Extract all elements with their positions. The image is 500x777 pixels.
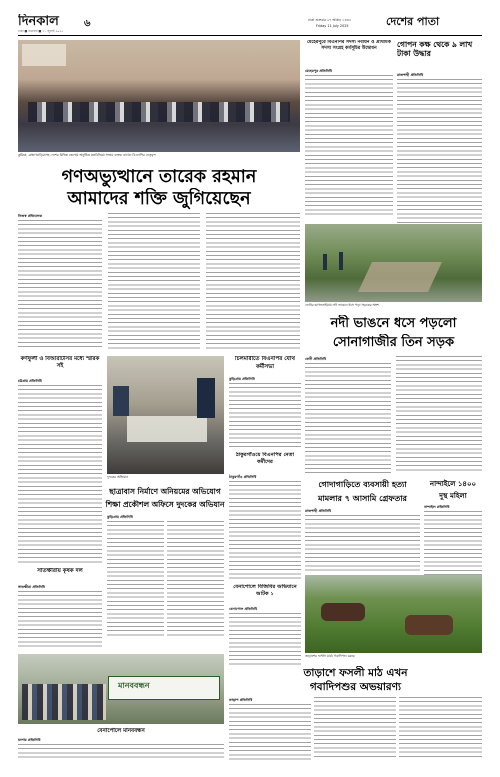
- story14-byline: সাতক্ষীরা প্রতিনিধি: [18, 585, 45, 589]
- story1-photo: [18, 40, 300, 152]
- story5-headline: কর্ণফুলী ও বিআরটিসির মধ্যে স্মারক সই: [20, 356, 100, 369]
- story5-byline: চট্টগ্রাম প্রতিনিধি: [18, 379, 42, 383]
- story11-byline: নান্দাইল প্রতিনিধি: [424, 505, 450, 509]
- story8-headline-1: ছাত্রাবাস নির্মাণে অনিয়মের অভিযোগ: [109, 487, 221, 496]
- story13-headline-2: গবাদিপশুর অভয়ারণ্য: [309, 681, 402, 693]
- story13-body-col3: [399, 697, 482, 760]
- story9-headline: বেনাপোলে বিজিবির অভিযানে আটক ১: [233, 584, 297, 597]
- story1-body-col2: [108, 213, 200, 350]
- story1-body-col1: [18, 220, 102, 350]
- story1-body-col3: [206, 213, 300, 350]
- masthead-rule: [18, 35, 482, 36]
- story14-body: [18, 591, 102, 649]
- story4-caption: ফেনীর ছাগলনাইয়ায় নদী ভাঙনে ধসে পড়া সড়কের অংশ: [305, 303, 379, 307]
- story4-headline-2: সোনাগাজীর তিন সড়ক: [332, 335, 455, 350]
- story5-body: [18, 385, 102, 565]
- story7-body: [229, 383, 301, 448]
- story4-byline: ফেনী প্রতিনিধি: [305, 357, 327, 361]
- story13-caption: তাড়াশের ফসলি মাঠে গবাদিপশু চরছে: [305, 654, 355, 658]
- story3-byline: রাজশাহী প্রতিনিধি: [397, 73, 424, 77]
- section-title: দেশের পাতা: [386, 15, 440, 28]
- story7-byline: কুড়িগ্রাম প্রতিনিধি: [229, 377, 255, 381]
- story1-byline: নিজস্ব প্রতিবেদক: [18, 214, 43, 218]
- story3-body: [397, 79, 482, 224]
- story6-byline: ঠাকুরগাঁও প্রতিনিধি: [229, 475, 257, 479]
- story6-body: [229, 481, 301, 581]
- masthead-tagline: ঢাকা ■ শুক্রবার ■ ১১ জুলাই ২০২৫: [18, 29, 64, 33]
- masthead: [18, 14, 482, 36]
- story4-body-col2: [396, 356, 482, 473]
- story13-headline-1: তাড়াশে ফসলী মাঠ এখন: [303, 667, 408, 679]
- story13-body-col1: [229, 704, 311, 760]
- story8-byline: কুড়িগ্রাম প্রতিনিধি: [107, 515, 133, 519]
- page-number: ৬: [84, 18, 91, 29]
- story4-headline-1: নদী ভাঙনে ধসে পড়লো: [330, 316, 457, 331]
- story6-headline: ঠাকুরগাঁওয়ে বিএনপির নেতা কর্মীদের: [235, 452, 295, 465]
- story10-headline-2: মামলার ৭ আসামি গ্রেফতার: [318, 494, 407, 503]
- date-en: Friday 11 July 2025: [316, 24, 349, 28]
- story12-body: [18, 744, 224, 760]
- story8-caption: দুদকের অভিযান: [107, 475, 129, 479]
- story8-body-col2: [167, 521, 224, 636]
- story14-headline: সাতক্ষীরায় কৃষক দল: [37, 568, 83, 574]
- story12-photo: [18, 654, 224, 724]
- story10-body: [305, 515, 420, 571]
- story1-headline-2: আমাদের শক্তি জুগিয়েছেন: [67, 189, 251, 209]
- story8-photo: [107, 356, 224, 474]
- story1-headline-1: গণঅভ্যুত্থানে তারেক রহমান: [61, 167, 257, 187]
- story12-banner-text: মানববন্ধন: [118, 681, 150, 690]
- story9-body: [229, 613, 301, 665]
- story11-headline-2: দুস্থ মহিলা: [439, 492, 467, 500]
- story11-headline-1: নান্দাইলে ১৪০০: [429, 480, 477, 488]
- story10-headline-1: গোদাগাড়িতে ব্যবসায়ী হত্যা: [318, 480, 407, 489]
- story3-headline: গোপন কক্ষ থেকে ৯ লাখ টাকা উদ্ধার: [397, 40, 473, 58]
- story12-byline: যশোর প্রতিনিধি: [18, 738, 41, 742]
- story2-headline: মেহেরপুরে বিএনপির সদস্য নবায়ন ও প্রাথমিক সদস্য সংগ্রহ কর্মসূচির উদ্বোধন: [307, 40, 391, 52]
- masthead-logo: দিনকাল: [18, 14, 59, 29]
- story12-headline: বেনাপোলে মানববন্ধন: [97, 728, 145, 734]
- story10-byline: রাজশাহী প্রতিনিধি: [305, 509, 332, 513]
- story8-body-col1: [107, 521, 164, 636]
- story2-byline: মেহেরপুর প্রতিনিধি: [305, 69, 333, 73]
- story13-body-col2: [314, 697, 396, 760]
- story2-body: [305, 75, 393, 215]
- story8-headline-2: শিক্ষা প্রকৌশল অফিসে দুদকের অভিযান: [105, 500, 225, 509]
- story13-photo: [305, 575, 482, 653]
- story4-photo: [305, 224, 482, 302]
- story7-headline: চিলমারীতে বিএনপির যৌথ কর্মীসভা: [234, 356, 296, 370]
- story13-byline: তাড়াশ প্রতিনিধি: [229, 698, 253, 702]
- story4-body-col1: [305, 363, 391, 473]
- story1-caption: কুমিল্লা, ব্রাহ্মণবাড়িয়াসহ দেশের বিভিন্ন জেলায় অনুষ্ঠিত মতবিনিময় সভায় বক্তব্য রাখেন বিএনপির নেতৃবৃন্দ: [18, 153, 156, 157]
- story9-byline: বেনাপোল প্রতিনিধি: [229, 607, 258, 611]
- date-bn: ঢাকা শুক্রবার ২৭ আষাঢ় ১৪৩২: [308, 18, 351, 22]
